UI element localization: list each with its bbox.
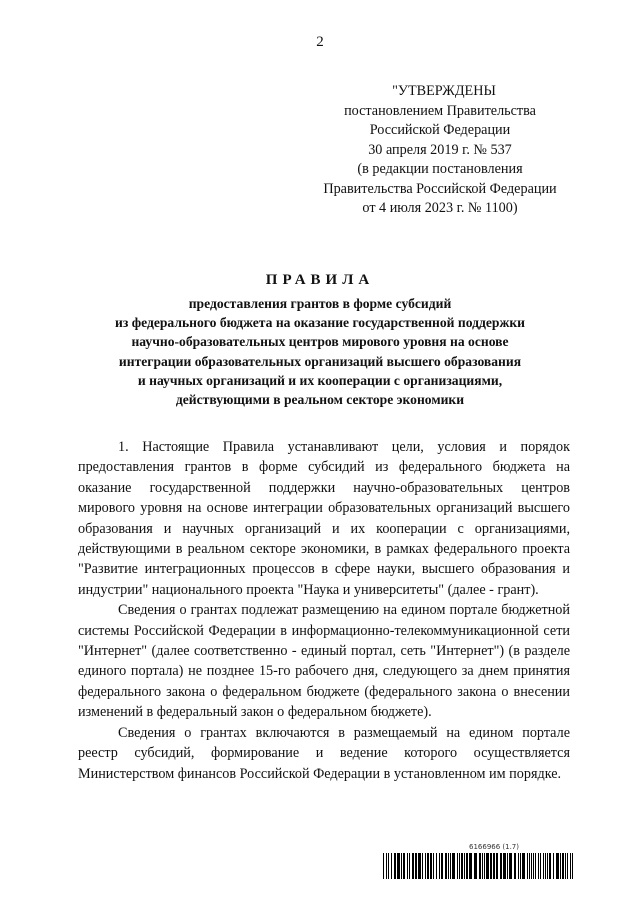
- approval-line: (в редакции постановления: [357, 161, 523, 177]
- approval-line: постановлением Правительства: [344, 102, 536, 119]
- document-body: [78, 437, 570, 784]
- subtitle-line: научно-образовательных центров мирового уровня на основе: [131, 334, 509, 350]
- approval-line: "УТВЕРЖДЕНЫ: [392, 83, 496, 99]
- approval-block: [300, 82, 580, 219]
- approval-line: Российской Федерации: [369, 122, 511, 138]
- barcode-icon: [383, 853, 573, 879]
- paragraph: 1. Настоящие Правила устанавливают цели, условия и порядок предоставления грантов в форме субсидий из федерального бюджета на оказание государственной поддержки научно-образовательных центров мирового уровня на основе интеграции образовательных организаций высшего образования и научных организаций и их кооперации с организациями, действующими в реальном секторе экономики, в рамках федерального проекта "Развитие интеграционных процессов в сфере науки, высшего образования и индустрии" национального проекта "Наука и университеты" (далее - грант).: [78, 439, 570, 598]
- approval-line: 30 апреля 2019 г. № 537: [368, 141, 512, 158]
- rules-subtitle: [60, 294, 580, 409]
- subtitle-line: из федерального бюджета на оказание государственной поддержки: [115, 315, 525, 331]
- paragraph: Сведения о грантах подлежат размещению на едином портале бюджетной системы Российской Федерации в информационно-телекоммуникационной сети "Интернет" (далее соответственно - единый портал, сеть "Интернет") (в разделе единого портала) не позднее 15-го рабочего дня, следующего за днем принятия федерального закона о федеральном бюджете (федерального закона о внесении изменений в федеральный закон о федеральном бюджете).: [78, 602, 570, 721]
- subtitle-line: интеграции образовательных организаций высшего образования: [118, 353, 522, 369]
- paragraph: Сведения о грантах включаются в размещаемый на едином портале реестр субсидий, формирование и ведение которого осуществляется Министерством финансов Российской Федерации в установленном им порядке.: [78, 724, 570, 782]
- subtitle-line: и научных организаций и их кооперации с организациями,: [137, 372, 503, 388]
- approval-line: Правительства Российской Федерации: [323, 180, 557, 197]
- barcode-block: [383, 843, 573, 881]
- page-number: 2: [316, 34, 324, 50]
- approval-line: от 4 июля 2023 г. № 1100): [362, 200, 518, 216]
- subtitle-line: действующими в реальном секторе экономики: [175, 392, 465, 408]
- subtitle-line: предоставления грантов в форме субсидий: [188, 296, 452, 311]
- barcode-id: 6166966 (1.7): [469, 843, 519, 851]
- rules-title: ПРАВИЛА: [265, 272, 375, 288]
